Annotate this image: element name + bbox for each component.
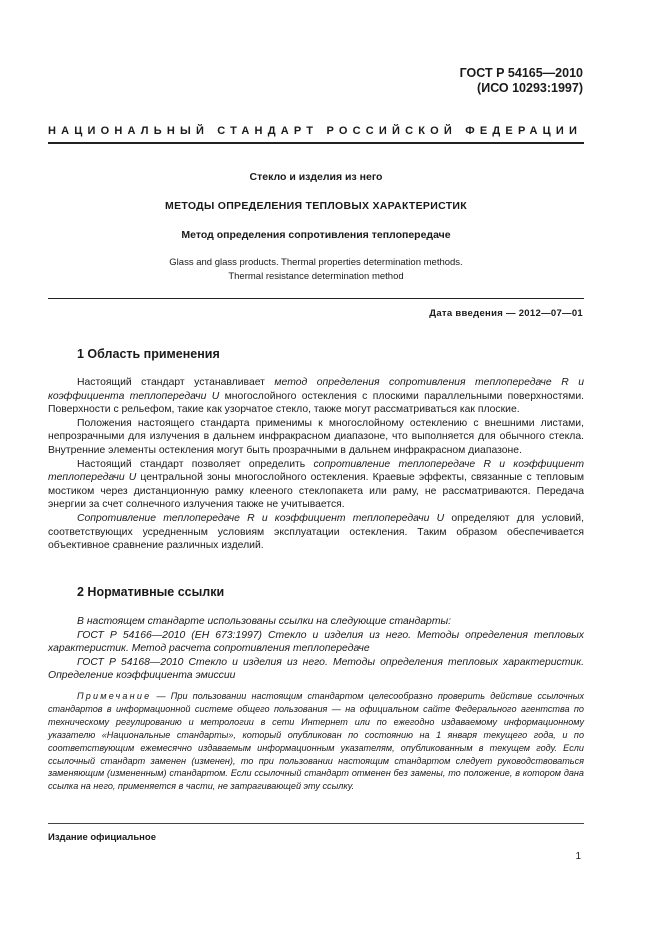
page-number: 1 — [575, 851, 581, 862]
national-standard-banner: НАЦИОНАЛЬНЫЙ СТАНДАРТ РОССИЙСКОЙ ФЕДЕРАЦИИ — [48, 125, 583, 137]
reference-gost-54168 — [48, 656, 584, 683]
section-1-paragraph-1 — [48, 376, 584, 417]
text-run: Настоящий стандарт позволяет определить — [77, 458, 314, 470]
italic-run: ГОСТ Р 54166—2010 (ЕН 673:1997) Стекло и изделия из него. Методы определения тепловых характеристик. Метод расчета сопротивления теплопередаче — [48, 629, 584, 655]
section-1-body — [48, 376, 584, 553]
section-1-paragraph-2: Положения настоящего стандарта применимы к многослойному остеклению с внешними листами, непрозрачными для излучения в дальнем инфракрасном диапазоне, что выполняется для обычного стекла. Внутренние элементы остекления могут быть прозрачными в дальнем инфракрасном диапазоне. — [48, 417, 584, 456]
english-title-line-2: Thermal resistance determination method — [228, 270, 404, 282]
section-2-heading: 2 Нормативные ссылки — [77, 585, 225, 599]
note-label: Примечание — [77, 691, 152, 701]
section-2-body — [48, 615, 584, 683]
reference-gost-54166 — [48, 629, 584, 656]
text-run: Настоящий стандарт устанавливает — [77, 377, 275, 388]
section-1-paragraph-3 — [48, 458, 584, 512]
italic-run: В настоящем стандарте использованы ссылки на следующие стандарты: — [77, 616, 452, 627]
introduction-date: Дата введения — 2012—07—01 — [429, 308, 583, 319]
note-text: — При пользовании настоящим стандартом целесообразно проверить действие ссылочных стандартов в информационной системе общего пользования — на официальном сайте Федерального агентства по техническому регулированию и метрологии в сети Интернет или по ежегодно издаваемому информационному указателю «Национальные стандарты», который опубликован по состоянию на 1 января текущего года, и по соответствующим ежемесячно издаваемым информационным указателям, опубликованным в текущем году. Если ссылочный стандарт заменен (изменен), то при пользовании настоящим стандартом следует руководствоваться заменяющим (измененным) стандартом. Если ссылочный стандарт отменен без замены, то положение, в котором дана ссылка на него, применяется в части, не затрагивающей эту ссылку. — [48, 691, 584, 792]
official-edition-label: Издание официальное — [48, 832, 156, 843]
standard-number: ГОСТ Р 54165—2010 — [459, 66, 583, 80]
title-line-1: Стекло и изделия из него — [249, 171, 383, 183]
title-line-2: МЕТОДЫ ОПРЕДЕЛЕНИЯ ТЕПЛОВЫХ ХАРАКТЕРИСТИК — [165, 200, 467, 212]
standard-code-block — [460, 66, 583, 96]
text-run: центральной зоны многослойного остекления. Краевые эффекты, связанные с тепловым мостиком через дистанционную рамку клееного стеклопакета или раму, не рассматриваются. Передача энергии за счет солнечного излучения также не учитывается. — [48, 472, 584, 511]
text-run: определяют для условий, соответствующих усредненным условиям эксплуатации остекления. Таким образом обеспечивается объективное сравнение различных изделий. — [48, 512, 584, 552]
note-paragraph — [48, 690, 584, 793]
italic-run: ГОСТ Р 54168—2010 Стекло и изделия из него. Методы определения тепловых характеристик. Определение коэффициента эмиссии — [48, 656, 584, 682]
section-1-heading: 1 Область применения — [77, 347, 220, 361]
italic-run: сопротивление теплопередаче R и коэффициент теплопередачи U — [48, 458, 584, 484]
footer-divider — [48, 823, 584, 824]
english-title — [48, 256, 584, 283]
title-divider — [48, 298, 584, 299]
iso-number: (ИСО 10293:1997) — [477, 81, 583, 95]
english-title-line-1: Glass and glass products. Thermal properties determination methods. — [169, 257, 463, 268]
note-block — [48, 690, 584, 793]
title-line-3: Метод определения сопротивления теплопередаче — [181, 229, 451, 241]
text-run: многослойного остекления с плоскими параллельными поверхностями. Поверхности с рельефом, такие как узорчатое стекло, также могут рассматриваться как плоские. — [48, 390, 585, 416]
section-2-paragraph-1 — [48, 615, 584, 629]
header-divider — [48, 142, 584, 144]
section-1-paragraph-4 — [48, 512, 584, 553]
italic-run: Сопротивление теплопередаче R и коэффициент теплопередачи U — [77, 512, 445, 524]
italic-run: метод определения сопротивления теплопередаче R и коэффициента теплопередачи U — [48, 377, 584, 402]
